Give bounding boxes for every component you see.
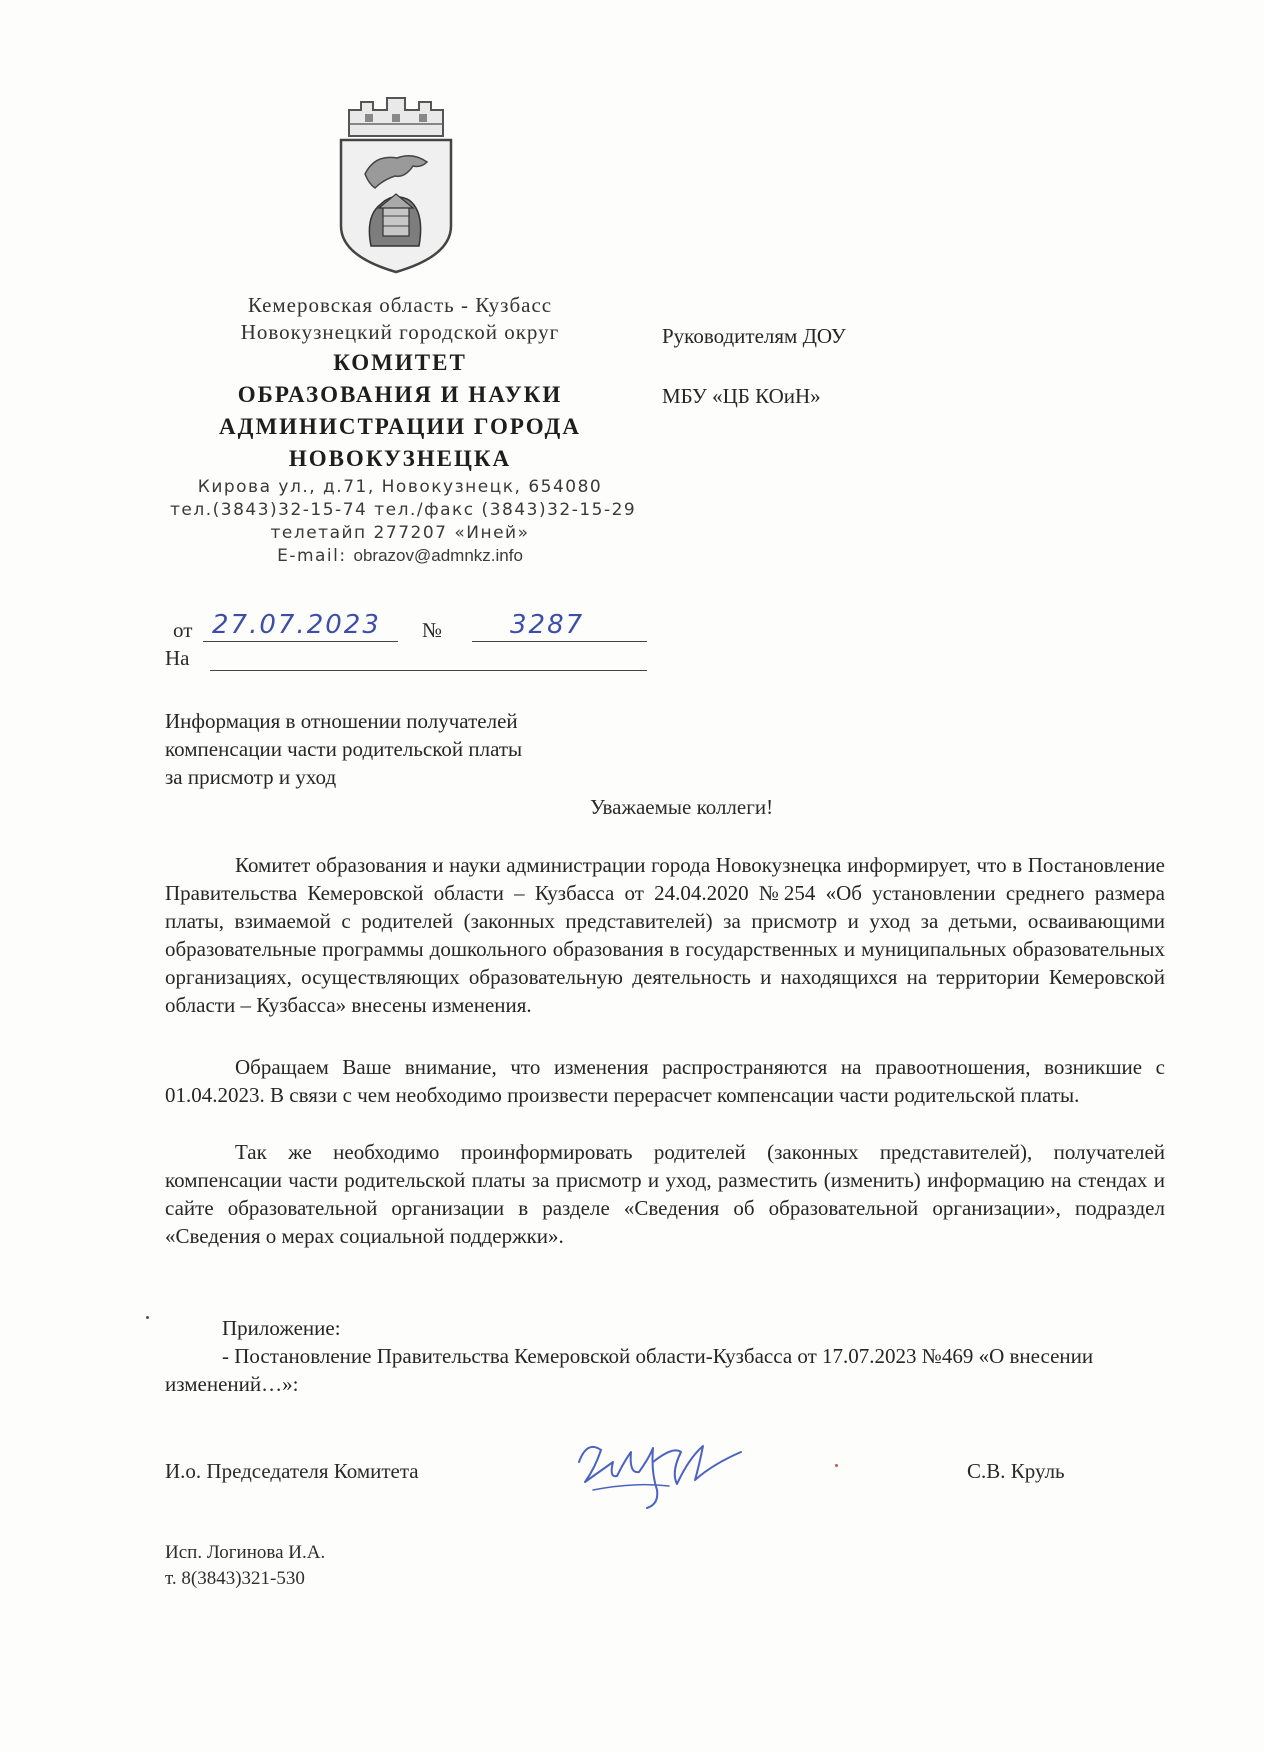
reg-number-label: № [422, 618, 443, 642]
body-paragraph-1 [165, 851, 1165, 1019]
header-email-label: E-mail: [277, 546, 347, 566]
header-phones: тел.(3843)32-15-74 тел./факс (3843)32-15-29 [170, 500, 637, 520]
scan-speck [835, 1464, 838, 1467]
reg-to-label: На [165, 646, 190, 670]
header-email: obrazov@admnkz.info [353, 546, 523, 565]
body-paragraph-2-text: Обращаем Ваше внимание, что изменения распространяются на правоотношения, возникшие с 01.04.2023. В связи с чем необходимо произвести перерасчет компенсации части родительской платы. [165, 1055, 1165, 1107]
signatory-name: С.В. Круль [967, 1459, 1065, 1483]
subject-line-2: компенсации части родительской платы [165, 737, 523, 761]
header-org-line-4: НОВОКУЗНЕЦКА [288, 446, 512, 471]
signatory-title: И.о. Председателя Комитета [165, 1459, 419, 1483]
reg-to-line [210, 670, 647, 671]
addressee-1: Руководителям ДОУ [662, 324, 846, 348]
header-org-line-3: АДМИНИСТРАЦИИ ГОРОДА [219, 414, 581, 439]
appendix-item: - Постановление Правительства Кемеровской области-Кузбасса от 17.07.2023 №469 «О внесении изменений…»: [165, 1344, 1094, 1396]
subject-line-3: за присмотр и уход [165, 765, 337, 789]
header-district: Новокузнецкий городской округ [240, 320, 560, 344]
body-paragraph-2 [165, 1053, 1165, 1109]
appendix [165, 1314, 1165, 1398]
header-region: Кемеровская область - Кузбасс [247, 293, 553, 317]
body-paragraph-3 [165, 1138, 1165, 1250]
executor-name: Исп. Логинова И.А. [165, 1542, 326, 1563]
header-teletype: телетайп 277207 «Иней» [270, 523, 530, 543]
subject [165, 707, 522, 791]
handwritten-signature [573, 1432, 748, 1514]
executor [165, 1540, 325, 1592]
reg-number: 3287 [510, 610, 585, 640]
header-email-row [170, 546, 630, 566]
body-paragraph-3-text: Так же необходимо проинформировать родителей (законных представителей), получателей компенсации части родительской платы за присмотр и уход, разместить (изменить) информацию на стендах и сайте образовательной организации в разделе «Сведения об образовательной организации», подраздел «Сведения о мерах социальной поддержки». [165, 1140, 1165, 1248]
greeting: Уважаемые коллеги! [590, 795, 774, 819]
scan-speck [146, 1316, 149, 1319]
header-org-line-1: КОМИТЕТ [333, 350, 467, 375]
subject-line-1: Информация в отношении получателей [165, 709, 518, 733]
reg-number-line [472, 641, 647, 642]
body-paragraph-1-text: Комитет образования и науки администрации города Новокузнецка информирует, что в Постановление Правительства Кемеровской области – Кузбасса от 24.04.2020 №254 «Об установлении среднего размера платы, взимаемой с родителей (законных представителей) за присмотр и уход за детьми, осваивающими образовательные программы дошкольного образования в государственных и муниципальных образовательных организациях, осуществляющих образовательную деятельность и находящихся на территории Кемеровской области – Кузбасса» внесены изменения. [165, 853, 1165, 1017]
reg-date-line [203, 641, 398, 642]
header-address: Кирова ул., д.71, Новокузнецк, 654080 [197, 477, 603, 497]
addressee-2: МБУ «ЦБ КОиН» [662, 384, 821, 408]
header-org-line-2: ОБРАЗОВАНИЯ И НАУКИ [237, 382, 563, 407]
reg-from-label: от [173, 618, 193, 642]
appendix-label: Приложение: [222, 1316, 341, 1340]
reg-date: 27.07.2023 [212, 610, 381, 640]
coat-of-arms-icon [335, 96, 457, 274]
executor-phone: т. 8(3843)321-530 [165, 1568, 305, 1589]
